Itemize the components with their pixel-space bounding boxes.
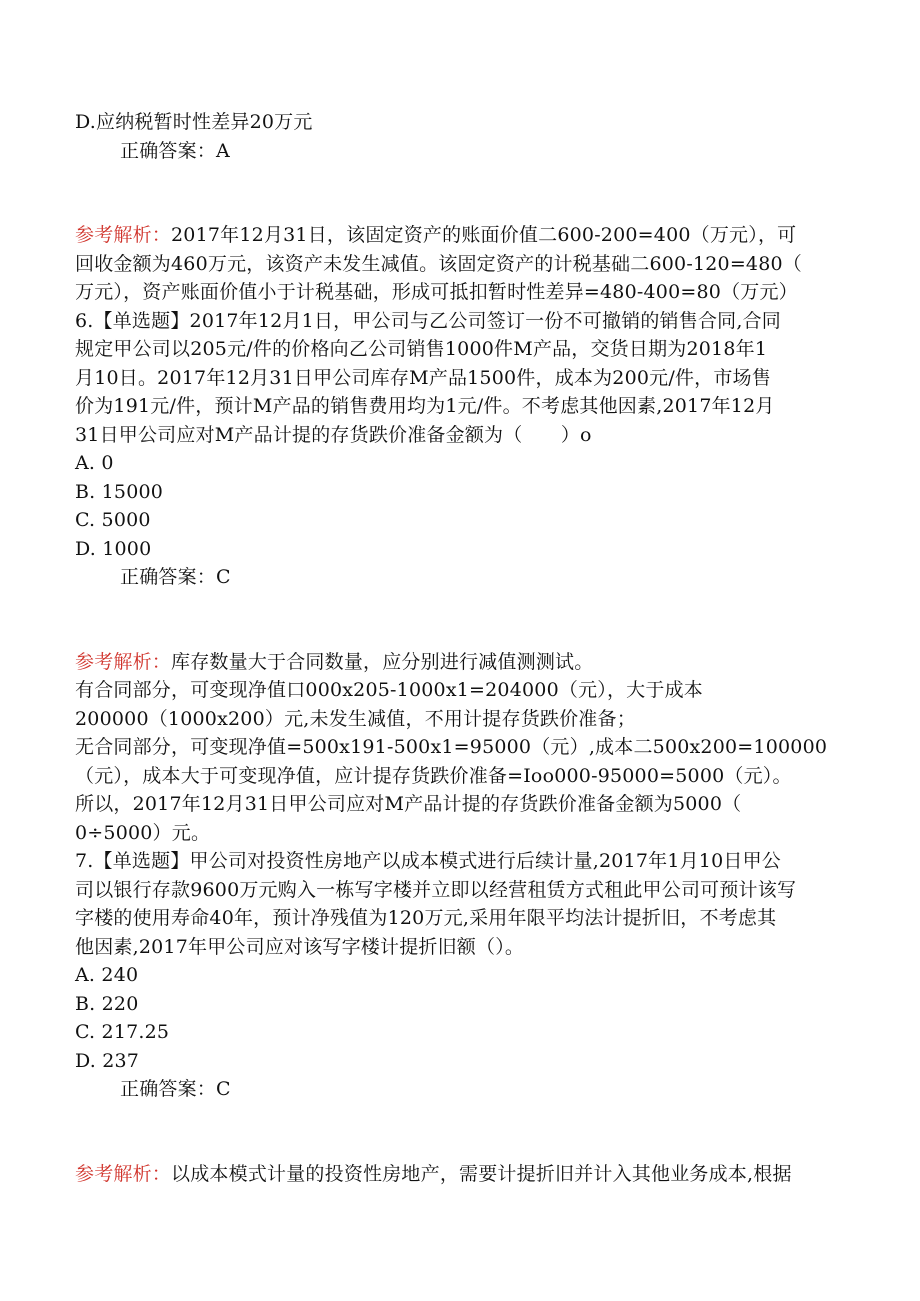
q7-analysis-text: 以成本模式计量的投资性房地产，需要计提折旧并计入其他业务成本,根据	[171, 1162, 792, 1185]
q5-analysis-label: 参考解析：	[75, 224, 172, 246]
q5-analysis-line-3: 万元），资产账面价值小于计税基础，形成可抵扣暂时性差异=480-400=80（万元）	[75, 281, 798, 303]
q6-option-b: B. 15000	[75, 480, 164, 503]
q6-stem-line-3: 月10日。2017年12月31日甲公司库存M产品1500件，成本为200元/件，市场售	[75, 366, 771, 389]
q7-option-d: D. 237	[75, 1049, 140, 1072]
q7-analysis-line-1	[75, 1160, 845, 1189]
q7-stem-line-4: 他因素,2017年甲公司应对该写字楼计提折旧额（）。	[75, 935, 525, 958]
q7-stem-line-3: 字楼的使用寿命40年，预计净残值为120万元,采用年限平均法计提折旧，不考虑其	[75, 907, 777, 929]
q6-analysis-text: 库存数量大于合同数量，应分别进行减值测测试。	[171, 650, 594, 673]
q7-option-b: B. 220	[75, 992, 139, 1015]
q6-stem-line-5: 31日甲公司应对M产品计提的存货跌价准备金额为（ ）o	[75, 423, 592, 446]
q6-analysis-line-2: 有合同部分，可变现净值口000x205-1000x1=204000（元），大于成本	[75, 679, 703, 701]
q7-analysis-label: 参考解析：	[75, 1162, 172, 1185]
q6-answer: 正确答案：C	[120, 566, 231, 588]
q6-option-d: D. 1000	[75, 537, 152, 560]
q6-analysis-label: 参考解析：	[75, 650, 172, 673]
q6-analysis-line-7: 0÷5000）元。	[75, 821, 211, 844]
q7-stem-line-2: 司以银行存款9600万元购入一栋写字楼并立即以经营租赁方式租此甲公司可预计该写	[75, 878, 797, 901]
q7-answer: 正确答案：C	[120, 1078, 231, 1100]
q6-analysis-line-6: 所以，2017年12月31日甲公司应对M产品计提的存货跌价准备金额为5000（	[75, 793, 742, 815]
q6-analysis-line-5: （元），成本大于可变现净值，应计提存货跌价准备=Ioo000-95000=5000（元）。	[75, 764, 792, 787]
q7-stem-line-1: 7.【单选题】甲公司对投资性房地产以成本模式进行后续计量,2017年1月10日甲公	[75, 850, 781, 872]
document-page	[75, 108, 845, 1188]
q6-stem-line-1: 6.【单选题】2017年12月1日，甲公司与乙公司签订一份不可撤销的销售合同,合同	[75, 309, 781, 332]
q6-analysis-line-1	[75, 648, 845, 677]
q6-analysis-line-4: 无合同部分，可变现净值=500x191-500x1=95000（元）,成本二500x200=100000	[75, 736, 828, 758]
q6-option-c: C. 5000	[75, 509, 151, 531]
q6-option-a: A. 0	[75, 452, 114, 474]
q7-option-c: C. 217.25	[75, 1021, 170, 1043]
q6-stem-line-4: 价为191元/件，预计M产品的销售费用均为1元/件。不考虑其他因素,2017年12月	[75, 395, 775, 417]
q5-option-d: D.应纳税暂时性差异20万元	[75, 111, 313, 133]
q5-answer: 正确答案：A	[120, 139, 230, 162]
q7-option-a: A. 240	[75, 964, 139, 986]
q5-analysis-line-2: 回收金额为460万元，该资产未发生减值。该固定资产的计税基础二600-120=480（	[75, 252, 803, 275]
q6-stem-line-2: 规定甲公司以205元/件的价格向乙公司销售1000件M产品，交货日期为2018年1	[75, 338, 768, 360]
q5-analysis-line-1	[75, 221, 845, 250]
q5-analysis-text: 2017年12月31日，该固定资产的账面价值二600-200=400（万元），可	[171, 224, 797, 246]
q6-analysis-line-3: 200000（1000x200）元,未发生减值，不用计提存货跌价准备；	[75, 707, 636, 730]
